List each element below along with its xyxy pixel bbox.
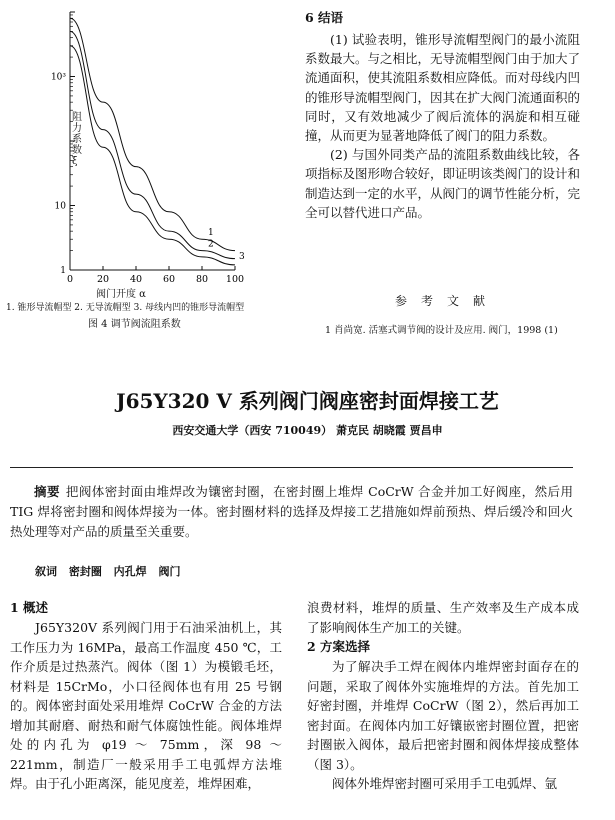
- divider: [10, 467, 573, 468]
- y-tick-label: 10: [54, 201, 66, 212]
- section-2-heading: 2 方案选择: [307, 639, 371, 654]
- figure-curve-legend: 1. 锥形导流帽型 2. 无导流帽型 3. 母线内凹的锥形导流帽型: [6, 303, 245, 313]
- left-column: [10, 598, 282, 794]
- chart-svg: [0, 0, 300, 300]
- conclusion-paragraph-2: (2) 与国外同类产品的流阻系数曲线比较，各项指标及图形吻合较好，即证明该类阀门的设计和制造达到一定的水平，从阀门的调节性能分析，完全可以替代进口产品。: [305, 147, 581, 220]
- conclusion-section: [305, 8, 580, 222]
- reference-item: 1 肖尚宽. 活塞式调节阀的设计及应用. 阀门，1998 (1): [325, 325, 558, 336]
- x-tick-label: 60: [162, 274, 176, 285]
- figure-caption: 图 4 调节阀流阻系数: [88, 319, 181, 330]
- abstract-text: 把阀体密封面由堆焊改为镶密封圈，在密封圈上堆焊 CoCrW 合金并加工好阀座，然后用 TIG 焊将密封圈和阀体焊接为一体。密封圈材料的选择及焊接工艺措施如焊前预热、焊后缓冷和回火热处理等对产品的质量至关重要。: [10, 484, 573, 539]
- chart-xlabel: 阀门开度 α: [96, 289, 146, 300]
- figure-4-chart: [0, 0, 300, 335]
- section-1-paragraph: J65Y320V 系列阀门用于石油采油机上，其工作压力为 16MPa，最高工作温度 450 ℃，工作介质是过热蒸汽。阀体（图 1）为模锻毛坯，材料是 15CrMo，小口径阀体也有用 25 号钢的。阀体密封面处采用堆焊 CoCrW 合金的方法增加其耐磨、耐热和耐气体腐蚀性能。阀体堆焊处的内孔为 φ19 ～ 75mm，深 98 ～ 221mm，制造厂一般采用手工电弧焊方法堆焊。由于孔小距离深，能见度差，堆焊困难，: [10, 620, 282, 791]
- chart-ylabel: 阻力系数ξ: [72, 112, 82, 167]
- conclusion-paragraph-1: (1) 试验表明，锥形导流帽型阀门的最小流阻系数最大。与之相比，无导流帽型阀门由于加大了流通面积，使其流阻系数相应降低。而对母线内凹的锥形导流帽型阀门，因其在扩大阀门流通面积的同时，又有效地减少了阀后流体的涡旋和相互碰撞，从而更为显著地降低了阀门的阻力系数。: [305, 32, 581, 144]
- curve-label-1: 1: [208, 228, 214, 239]
- y-tick-label: 1: [60, 266, 66, 276]
- references-heading: 参考文献: [395, 294, 500, 308]
- section-2-paragraph-2: 阀体外堆焊密封圈可采用手工电弧焊、氩: [332, 776, 558, 791]
- conclusion-heading: 6 结语: [305, 10, 344, 25]
- article-title: J65Y320 V 系列阀门阀座密封面焊接工艺: [116, 389, 499, 413]
- x-tick-label: 80: [195, 274, 209, 285]
- section-1-heading: 1 概述: [10, 600, 49, 615]
- series-line-1: [70, 18, 235, 250]
- x-tick-label: 20: [96, 274, 110, 285]
- section-2-paragraph-1: 为了解决手工焊在阀体内堆焊密封面存在的问题，采取了阀体外实施堆焊的方法。首先加工好密封圈，并堆焊 CoCrW（图 2），然后再加工密封面。在阀体内加工好镶嵌密封圈位置，把密封圈嵌入阀体，最后把密封圈和阀体焊接成整体（图 3）。: [307, 659, 579, 772]
- abstract: [10, 482, 573, 542]
- keywords: 叙词 密封圈 内孔焊 阀门: [35, 565, 181, 578]
- curve-label-3: 3: [239, 251, 245, 262]
- x-tick-label: 0: [66, 274, 74, 285]
- x-tick-label: 100: [225, 274, 245, 285]
- article-authors: 西安交通大学（西安 710049） 萧克民 胡晓霞 贾昌申: [172, 424, 443, 437]
- abstract-label: 摘要: [34, 484, 60, 499]
- y-tick-label: 10³: [50, 72, 66, 83]
- section-1-continued: 浪费材料，堆焊的质量、生产效率及生产成本成了影响阀体生产加工的关键。: [307, 600, 579, 635]
- curve-label-2: 2: [208, 239, 214, 250]
- x-tick-label: 40: [129, 274, 143, 285]
- right-column: [307, 598, 579, 794]
